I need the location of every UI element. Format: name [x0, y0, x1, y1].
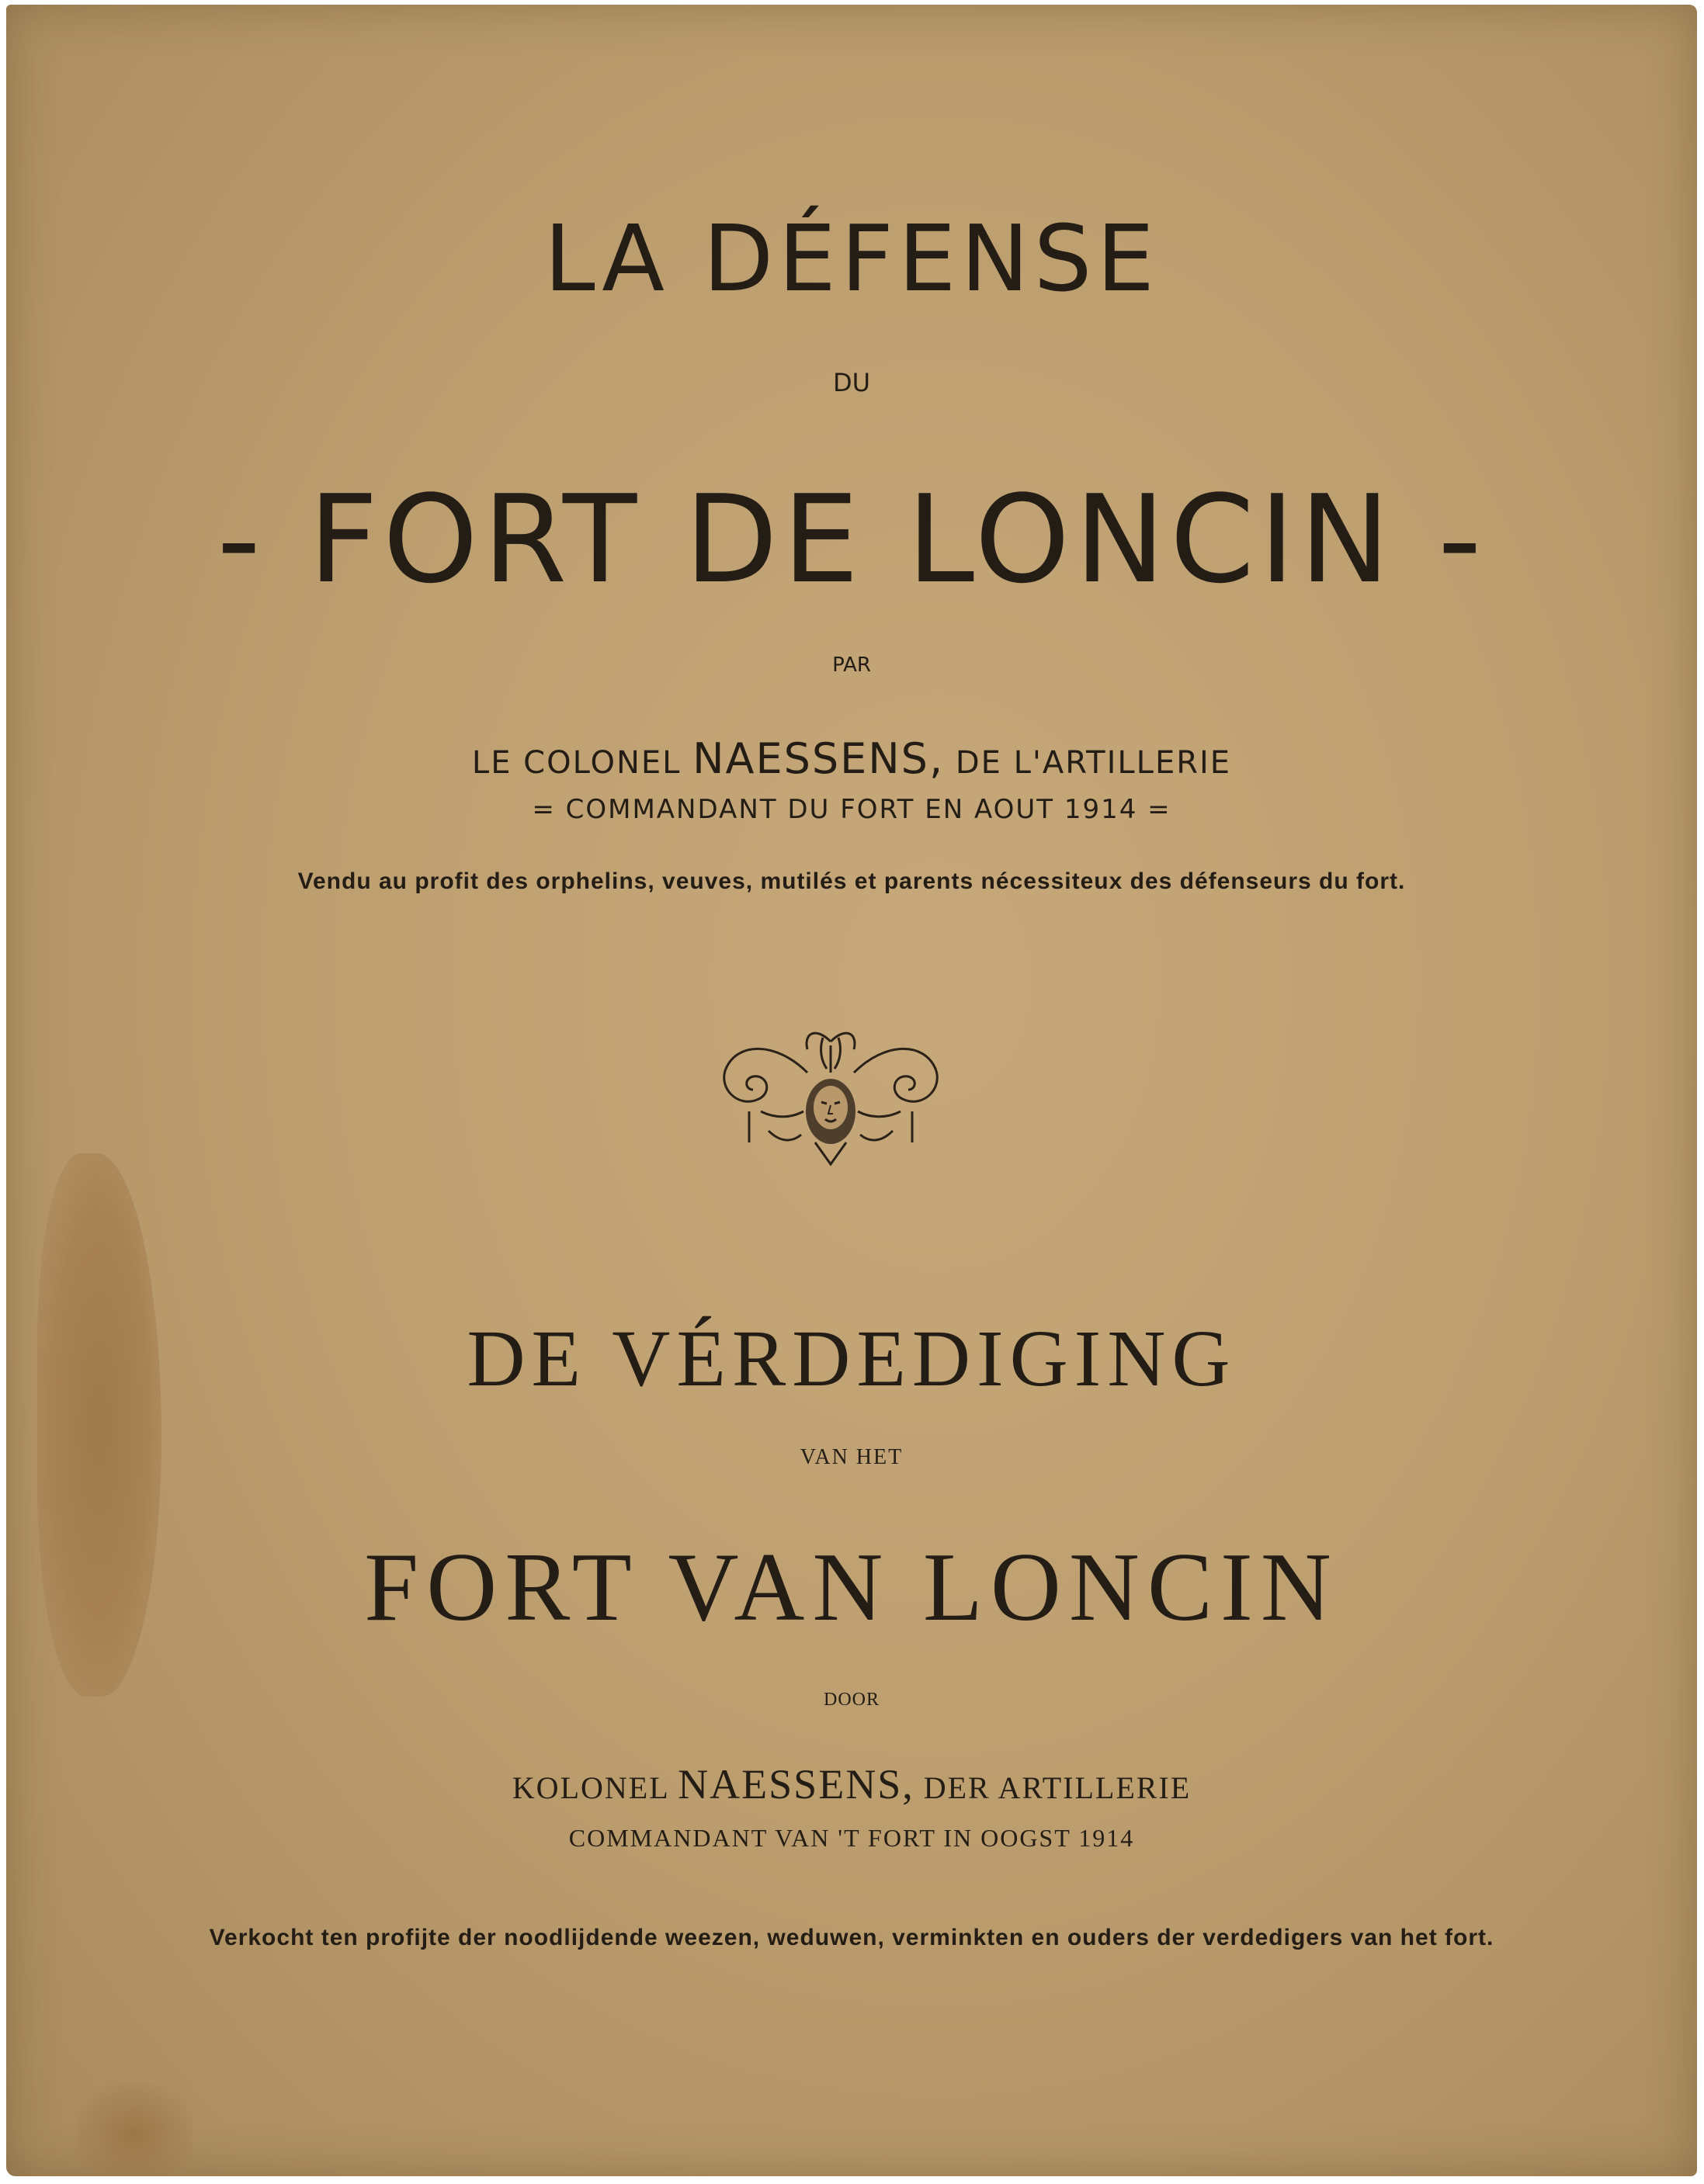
french-commandant: = COMMANDANT DU FORT EN AOUT 1914 =	[532, 794, 1171, 825]
paper-stain-bottom	[76, 2085, 193, 2176]
dutch-commandant: COMMANDANT VAN 'T FORT IN OOGST 1914	[568, 1824, 1135, 1852]
dutch-author-line	[6, 1760, 1697, 1808]
dutch-title-line1: DE VÉRDEDIGING	[467, 1314, 1237, 1403]
dutch-title-van: VAN HET	[800, 1445, 904, 1469]
dutch-author-name: NAESSENS,	[678, 1761, 914, 1808]
document-cover	[6, 5, 1697, 2176]
french-author-prefix: LE COLONEL	[471, 745, 682, 781]
french-author-name: NAESSENS,	[692, 734, 945, 783]
dutch-main-title: FORT VAN LONCIN	[364, 1534, 1339, 1641]
french-par: PAR	[832, 653, 871, 677]
dutch-sale-note: Verkocht ten profijte der noodlijdende weezen, weduwen, verminkten en ouders der verdedigers van het fort.	[209, 1925, 1494, 1950]
french-main-title: - FORT DE LONCIN -	[217, 469, 1487, 610]
dutch-author-prefix: KOLONEL	[512, 1770, 669, 1805]
french-sale-note: Vendu au profit des orphelins, veuves, mutilés et parents nécessiteux des défenseurs du fort.	[297, 868, 1406, 894]
french-title-line1: LA DÉFENSE	[543, 205, 1160, 312]
dutch-author-suffix: DER ARTILLERIE	[923, 1770, 1192, 1805]
dutch-door: DOOR	[823, 1690, 880, 1710]
french-author-line	[6, 734, 1697, 783]
french-title-du: DU	[832, 368, 871, 397]
french-author-suffix: DE L'ARTILLERIE	[955, 745, 1232, 781]
mascaron-ornament-icon	[714, 1026, 947, 1173]
